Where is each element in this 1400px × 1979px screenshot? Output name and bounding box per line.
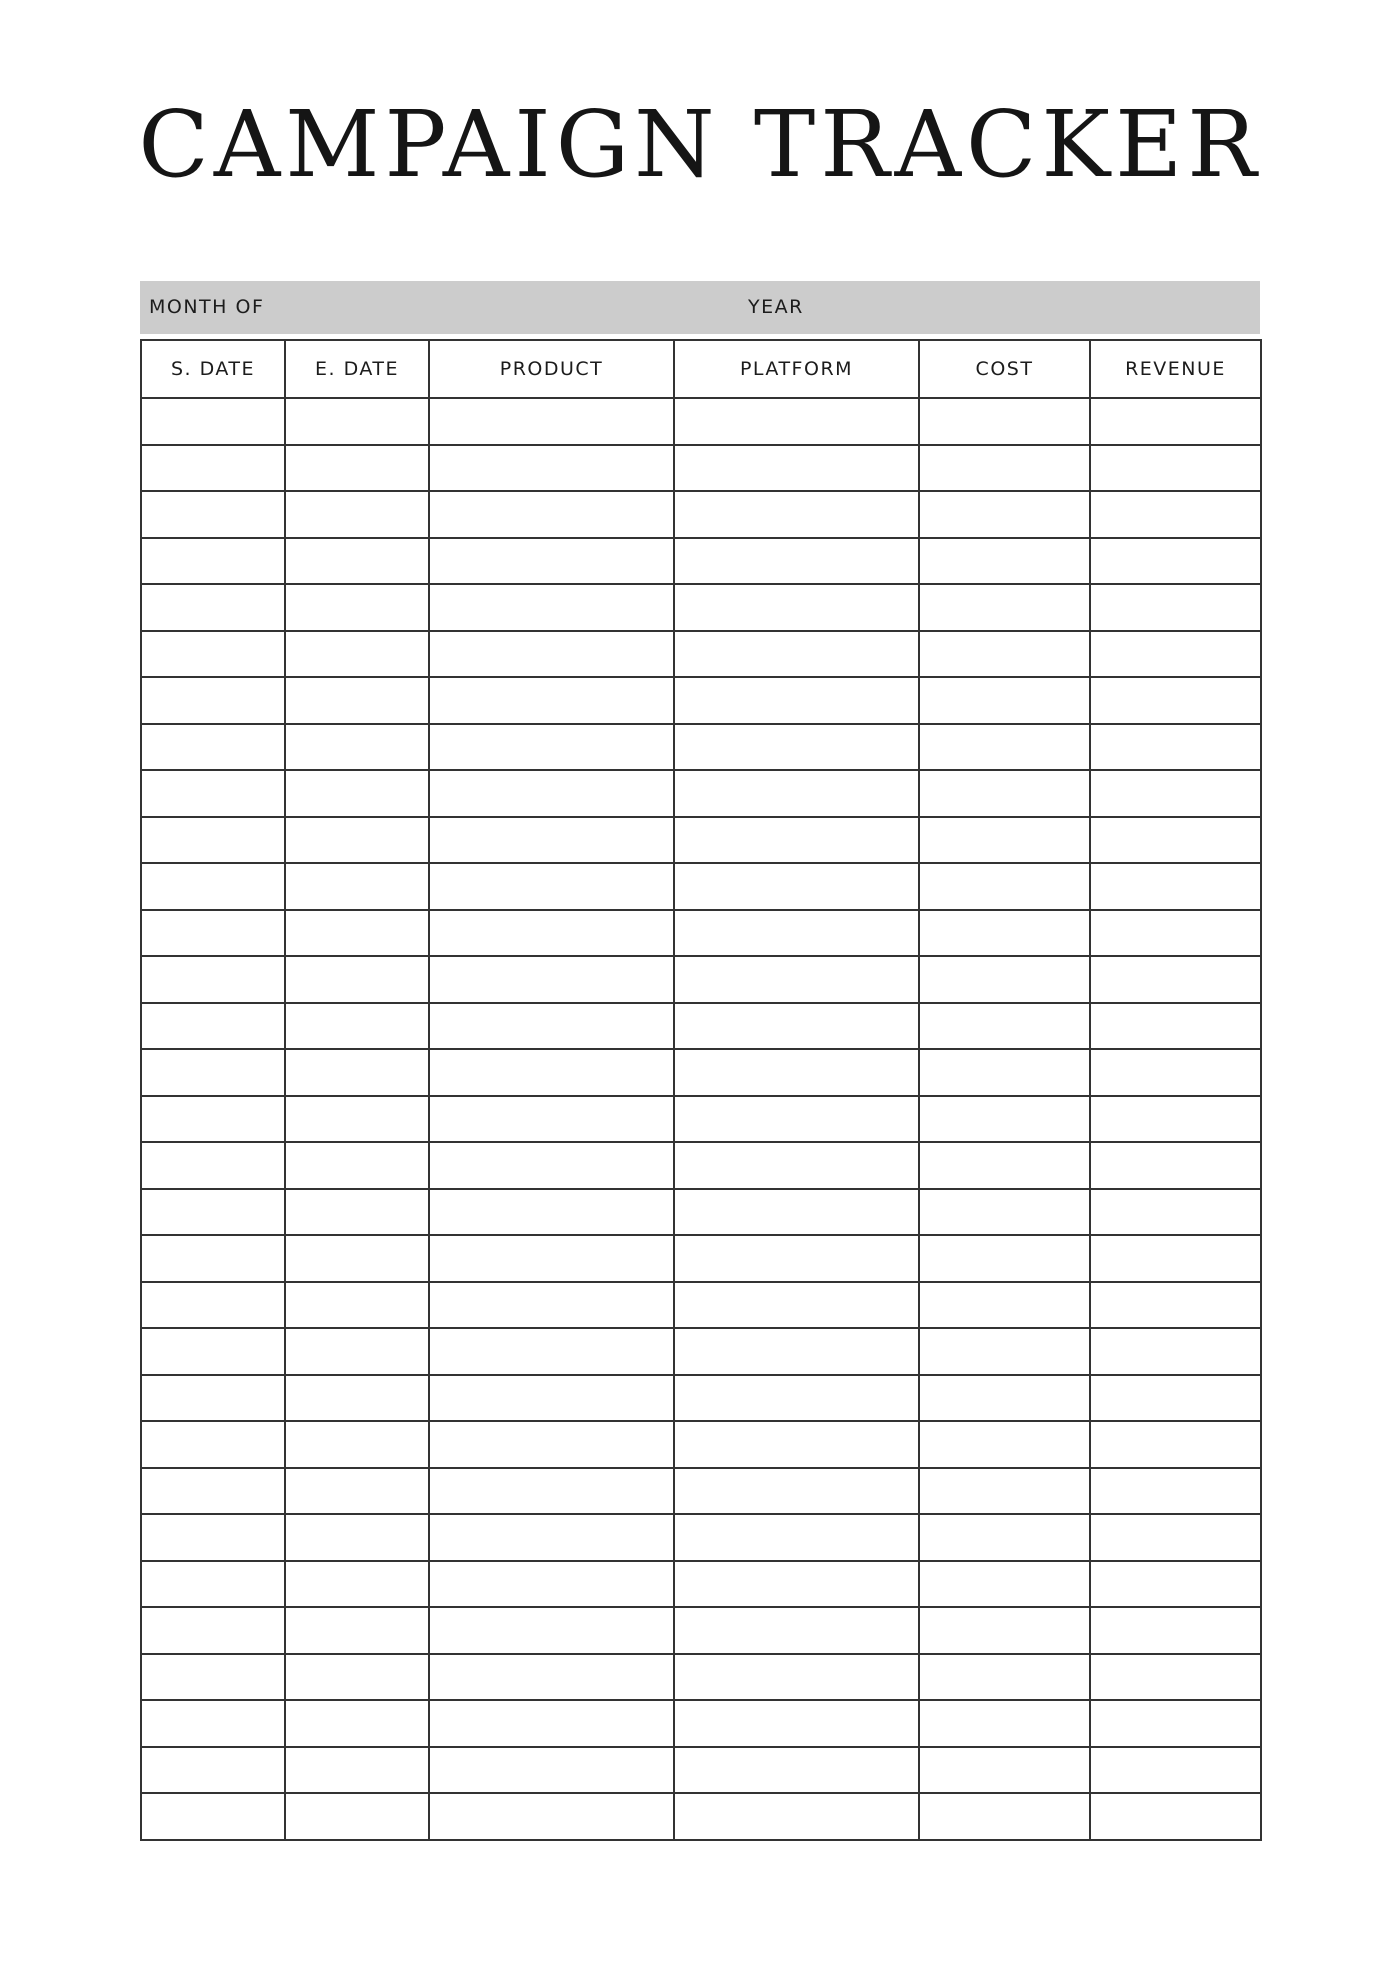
table-cell[interactable] (429, 1514, 674, 1561)
table-cell[interactable] (1090, 491, 1261, 538)
table-cell[interactable] (919, 1328, 1090, 1375)
table-cell[interactable] (429, 398, 674, 445)
table-row (141, 1468, 1261, 1515)
table-row (141, 956, 1261, 1003)
table-cell[interactable] (674, 677, 919, 724)
table-cell[interactable] (919, 1096, 1090, 1143)
table-row (141, 817, 1261, 864)
table-cell[interactable] (141, 1049, 285, 1096)
table-cell[interactable] (674, 1142, 919, 1189)
table-cell[interactable] (141, 1235, 285, 1282)
table-cell[interactable] (1090, 1375, 1261, 1422)
table-cell[interactable] (674, 1421, 919, 1468)
table-cell[interactable] (674, 1607, 919, 1654)
table-cell[interactable] (141, 910, 285, 957)
table-cell[interactable] (919, 1189, 1090, 1236)
table-cell[interactable] (919, 1468, 1090, 1515)
month-of-label: MONTH OF (149, 296, 265, 318)
table-cell[interactable] (429, 1189, 674, 1236)
table-cell[interactable] (1090, 584, 1261, 631)
table-cell[interactable] (674, 1003, 919, 1050)
table-row (141, 1189, 1261, 1236)
table-cell[interactable] (429, 1049, 674, 1096)
table-cell[interactable] (285, 1096, 429, 1143)
table-cell[interactable] (285, 1003, 429, 1050)
table-cell[interactable] (285, 1328, 429, 1375)
table-row (141, 1793, 1261, 1840)
table-cell[interactable] (285, 1189, 429, 1236)
table-cell[interactable] (919, 631, 1090, 678)
table-cell[interactable] (674, 724, 919, 771)
table-cell[interactable] (674, 1189, 919, 1236)
table-cell[interactable] (1090, 677, 1261, 724)
table-cell[interactable] (919, 1049, 1090, 1096)
table-cell[interactable] (141, 538, 285, 585)
table-cell[interactable] (429, 817, 674, 864)
table-cell[interactable] (1090, 817, 1261, 864)
table-cell[interactable] (429, 631, 674, 678)
table-body (141, 398, 1261, 1840)
table-cell[interactable] (429, 1235, 674, 1282)
table-cell[interactable] (919, 817, 1090, 864)
table-cell[interactable] (919, 1654, 1090, 1701)
table-cell[interactable] (285, 445, 429, 492)
table-cell[interactable] (141, 584, 285, 631)
table-cell[interactable] (919, 1235, 1090, 1282)
table-cell[interactable] (285, 1561, 429, 1608)
table-cell[interactable] (285, 956, 429, 1003)
month-year-bar (140, 281, 1260, 334)
table-cell[interactable] (674, 1654, 919, 1701)
table-row (141, 1328, 1261, 1375)
table-cell[interactable] (141, 1282, 285, 1329)
table-cell[interactable] (141, 1096, 285, 1143)
table-cell[interactable] (285, 1747, 429, 1794)
table-cell[interactable] (919, 1514, 1090, 1561)
table-cell[interactable] (285, 584, 429, 631)
table-cell[interactable] (285, 910, 429, 957)
table-cell[interactable] (285, 1375, 429, 1422)
table-cell[interactable] (429, 1375, 674, 1422)
table-cell[interactable] (674, 631, 919, 678)
table-row (141, 1654, 1261, 1701)
table-cell[interactable] (429, 1096, 674, 1143)
table-cell[interactable] (674, 1468, 919, 1515)
table-cell[interactable] (141, 1654, 285, 1701)
table-cell[interactable] (285, 770, 429, 817)
table-cell[interactable] (285, 631, 429, 678)
table-cell[interactable] (1090, 1561, 1261, 1608)
table-cell[interactable] (429, 491, 674, 538)
table-cell[interactable] (141, 1607, 285, 1654)
table-row (141, 1282, 1261, 1329)
table-cell[interactable] (141, 1468, 285, 1515)
table-row (141, 491, 1261, 538)
table-cell[interactable] (1090, 631, 1261, 678)
table-cell[interactable] (674, 398, 919, 445)
table-cell[interactable] (429, 863, 674, 910)
table-cell[interactable] (919, 1421, 1090, 1468)
table-row (141, 1235, 1261, 1282)
table-cell[interactable] (141, 445, 285, 492)
column-header-start-date: S. DATE (141, 340, 285, 398)
table-cell[interactable] (1090, 863, 1261, 910)
table-cell[interactable] (1090, 1700, 1261, 1747)
table-cell[interactable] (1090, 1282, 1261, 1329)
table-row (141, 1561, 1261, 1608)
table-cell[interactable] (141, 1189, 285, 1236)
table-cell[interactable] (674, 1700, 919, 1747)
table-cell[interactable] (141, 956, 285, 1003)
table-cell[interactable] (1090, 956, 1261, 1003)
table-cell[interactable] (285, 863, 429, 910)
table-cell[interactable] (141, 398, 285, 445)
table-cell[interactable] (919, 770, 1090, 817)
table-cell[interactable] (429, 1747, 674, 1794)
campaign-table (140, 339, 1262, 1841)
table-cell[interactable] (1090, 1049, 1261, 1096)
table-cell[interactable] (919, 584, 1090, 631)
table-row (141, 538, 1261, 585)
table-cell[interactable] (429, 1421, 674, 1468)
table-cell[interactable] (429, 1700, 674, 1747)
table-cell[interactable] (1090, 1142, 1261, 1189)
table-cell[interactable] (919, 1282, 1090, 1329)
table-cell[interactable] (674, 1747, 919, 1794)
table-cell[interactable] (919, 1607, 1090, 1654)
table-cell[interactable] (141, 491, 285, 538)
table-cell[interactable] (674, 863, 919, 910)
table-cell[interactable] (1090, 445, 1261, 492)
table-cell[interactable] (674, 817, 919, 864)
table-row (141, 863, 1261, 910)
table-cell[interactable] (141, 1003, 285, 1050)
column-header-product: PRODUCT (429, 340, 674, 398)
table-cell[interactable] (919, 677, 1090, 724)
table-row (141, 1514, 1261, 1561)
table-cell[interactable] (141, 1421, 285, 1468)
table-cell[interactable] (429, 724, 674, 771)
table-cell[interactable] (674, 1282, 919, 1329)
table-cell[interactable] (285, 817, 429, 864)
table-cell[interactable] (919, 863, 1090, 910)
table-cell[interactable] (1090, 1328, 1261, 1375)
table-cell[interactable] (429, 538, 674, 585)
table-cell[interactable] (674, 1235, 919, 1282)
table-cell[interactable] (919, 1142, 1090, 1189)
table-cell[interactable] (141, 677, 285, 724)
table-cell[interactable] (919, 538, 1090, 585)
table-cell[interactable] (1090, 1003, 1261, 1050)
table-row (141, 770, 1261, 817)
table-cell[interactable] (919, 445, 1090, 492)
table-cell[interactable] (919, 1375, 1090, 1422)
table-row (141, 1375, 1261, 1422)
table-cell[interactable] (141, 631, 285, 678)
table-cell[interactable] (1090, 1747, 1261, 1794)
table-cell[interactable] (285, 1142, 429, 1189)
column-header-platform: PLATFORM (674, 340, 919, 398)
table-cell[interactable] (674, 1375, 919, 1422)
table-cell[interactable] (285, 677, 429, 724)
table-cell[interactable] (141, 817, 285, 864)
table-cell[interactable] (429, 1561, 674, 1608)
table-row (141, 398, 1261, 445)
table-row (141, 1700, 1261, 1747)
table-cell[interactable] (1090, 724, 1261, 771)
column-header-end-date: E. DATE (285, 340, 429, 398)
page-title: CAMPAIGN TRACKER (138, 91, 1262, 198)
table-cell[interactable] (141, 1561, 285, 1608)
table-cell[interactable] (429, 584, 674, 631)
table-cell[interactable] (285, 1421, 429, 1468)
table-cell[interactable] (1090, 538, 1261, 585)
table-row (141, 1049, 1261, 1096)
table-cell[interactable] (285, 398, 429, 445)
table-cell[interactable] (919, 1700, 1090, 1747)
table-cell[interactable] (429, 677, 674, 724)
table-cell[interactable] (1090, 1096, 1261, 1143)
table-header-row (141, 340, 1261, 398)
table-cell[interactable] (1090, 1654, 1261, 1701)
table-cell[interactable] (674, 770, 919, 817)
table-row (141, 1607, 1261, 1654)
table-cell[interactable] (285, 491, 429, 538)
table-row (141, 724, 1261, 771)
table-cell[interactable] (285, 1514, 429, 1561)
table-cell[interactable] (919, 956, 1090, 1003)
table-cell[interactable] (1090, 1189, 1261, 1236)
table-cell[interactable] (1090, 1468, 1261, 1515)
table-cell[interactable] (674, 1049, 919, 1096)
table-row (141, 1142, 1261, 1189)
table-cell[interactable] (674, 491, 919, 538)
table-cell[interactable] (919, 491, 1090, 538)
table-cell[interactable] (1090, 1514, 1261, 1561)
table-cell[interactable] (285, 1235, 429, 1282)
table-cell[interactable] (141, 724, 285, 771)
table-cell[interactable] (141, 1328, 285, 1375)
table-row (141, 910, 1261, 957)
table-row (141, 1421, 1261, 1468)
table-cell[interactable] (429, 1142, 674, 1189)
table-cell[interactable] (285, 1700, 429, 1747)
table-cell[interactable] (1090, 770, 1261, 817)
table-cell[interactable] (141, 1747, 285, 1794)
table-row (141, 1747, 1261, 1794)
table-cell[interactable] (141, 1793, 285, 1840)
table-row (141, 1096, 1261, 1143)
table-cell[interactable] (674, 1514, 919, 1561)
table-cell[interactable] (1090, 1793, 1261, 1840)
table-cell[interactable] (674, 1793, 919, 1840)
table-cell[interactable] (1090, 910, 1261, 957)
table-cell[interactable] (919, 724, 1090, 771)
table-cell[interactable] (674, 1096, 919, 1143)
table-cell[interactable] (285, 724, 429, 771)
table-cell[interactable] (285, 1282, 429, 1329)
table-cell[interactable] (674, 445, 919, 492)
table-cell[interactable] (429, 770, 674, 817)
table-row (141, 584, 1261, 631)
table-row (141, 1003, 1261, 1050)
table-cell[interactable] (919, 1793, 1090, 1840)
table-cell[interactable] (141, 1375, 285, 1422)
table-cell[interactable] (141, 1142, 285, 1189)
table-cell[interactable] (141, 1514, 285, 1561)
table-cell[interactable] (285, 1793, 429, 1840)
table-cell[interactable] (285, 1607, 429, 1654)
table-cell[interactable] (285, 538, 429, 585)
table-cell[interactable] (429, 956, 674, 1003)
table-cell[interactable] (674, 910, 919, 957)
table-cell[interactable] (285, 1049, 429, 1096)
table-cell[interactable] (141, 770, 285, 817)
table-cell[interactable] (674, 584, 919, 631)
table-cell[interactable] (919, 398, 1090, 445)
table-cell[interactable] (429, 1468, 674, 1515)
table-cell[interactable] (919, 910, 1090, 957)
table-cell[interactable] (141, 863, 285, 910)
table-row (141, 445, 1261, 492)
table-row (141, 677, 1261, 724)
table-cell[interactable] (429, 1003, 674, 1050)
table-cell[interactable] (674, 538, 919, 585)
table-cell[interactable] (429, 1328, 674, 1375)
table-cell[interactable] (429, 445, 674, 492)
table-row (141, 631, 1261, 678)
table-cell[interactable] (285, 1468, 429, 1515)
table-cell[interactable] (1090, 398, 1261, 445)
table-cell[interactable] (674, 1561, 919, 1608)
table-cell[interactable] (674, 1328, 919, 1375)
table-cell[interactable] (1090, 1607, 1261, 1654)
table-cell[interactable] (285, 1654, 429, 1701)
table-cell[interactable] (429, 1282, 674, 1329)
table-cell[interactable] (429, 1793, 674, 1840)
table-cell[interactable] (429, 1654, 674, 1701)
table-cell[interactable] (919, 1561, 1090, 1608)
table-cell[interactable] (1090, 1421, 1261, 1468)
table-cell[interactable] (141, 1700, 285, 1747)
year-label: YEAR (748, 296, 804, 318)
column-header-revenue: REVENUE (1090, 340, 1261, 398)
table-cell[interactable] (429, 910, 674, 957)
table-cell[interactable] (919, 1747, 1090, 1794)
column-header-cost: COST (919, 340, 1090, 398)
table-cell[interactable] (429, 1607, 674, 1654)
table-cell[interactable] (1090, 1235, 1261, 1282)
table-cell[interactable] (674, 956, 919, 1003)
table-cell[interactable] (919, 1003, 1090, 1050)
